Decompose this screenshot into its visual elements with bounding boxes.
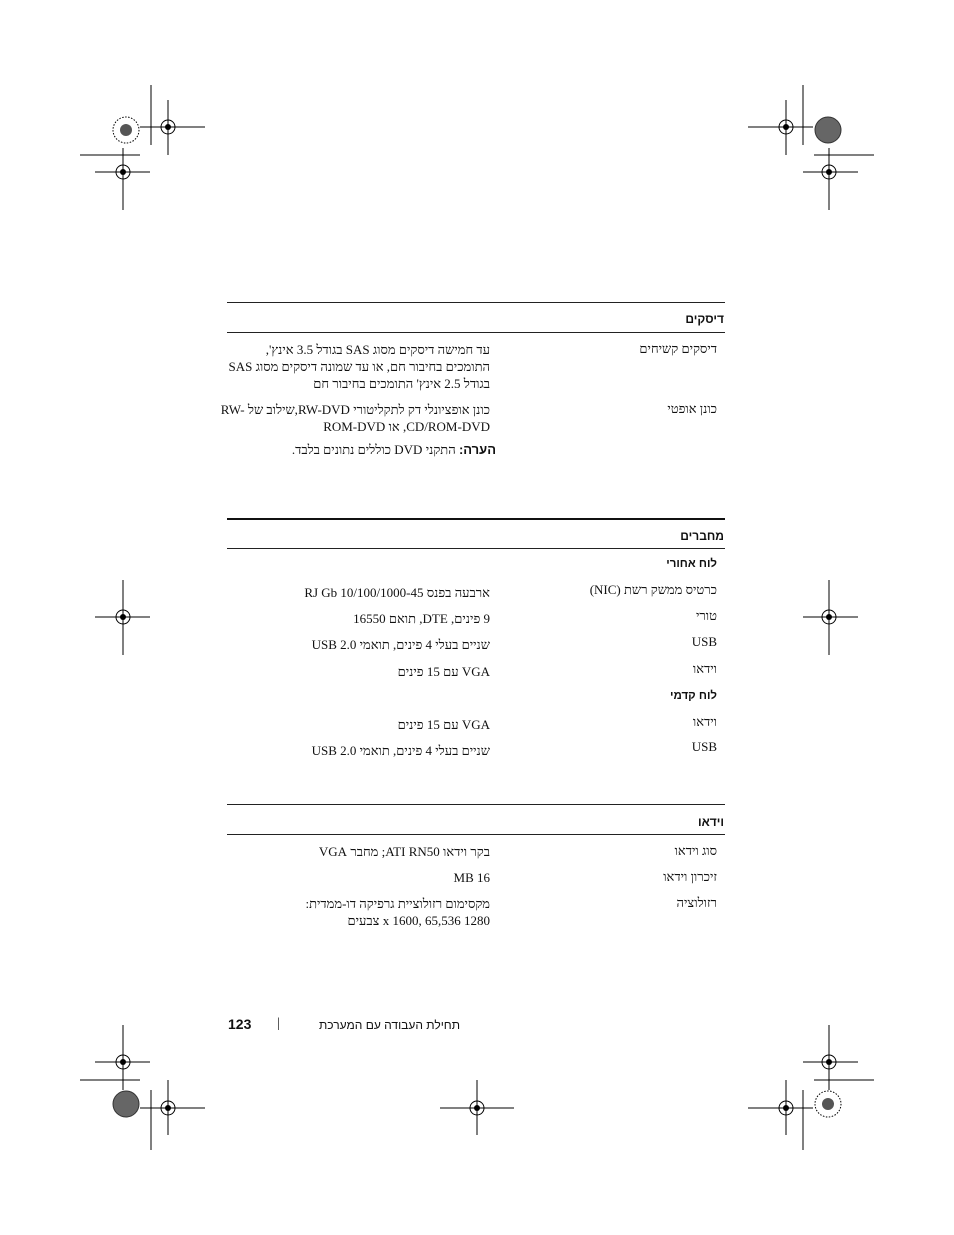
section-divider [227, 548, 725, 549]
note-label: הערה: [458, 442, 496, 457]
drives-value-optical: כונן אופציונלי דק לתקליטורי RW-DVD,שילוב של RW-CD/ROM-DVD, או ROM-DVD [220, 402, 490, 434]
video-value-memory: 16 MB [453, 870, 490, 885]
section-title-video: וידאו [697, 815, 724, 829]
drives-note [292, 442, 496, 458]
subsection-title-back: לוח אחורי [666, 558, 717, 570]
back-label-usb: USB [691, 634, 717, 649]
drives-label-hard-drives: דיסקים קשיחים [639, 341, 717, 356]
back-label-video: וידאו [692, 661, 717, 676]
section-divider [227, 834, 725, 835]
back-value-video: VGA עם 15 פינים [397, 664, 490, 679]
footer-separator: | [277, 1016, 280, 1031]
video-value-resolution: מקסימום רזולוציית גרפיקה דו-ממדית: 1280 x 1600, 65,536 צבעים [305, 896, 490, 928]
drives-value-hard-drives: עד חמישה דיסקים מסוג SAS בגודל 3.5 אינץ', התומכים בחיבור חם, או עד שמונה דיסקים מסוג SAS בגודל 2.5 אינץ' התומכים בחיבור חם [228, 342, 490, 391]
section-title-drives: דיסקים [685, 312, 724, 326]
front-label-usb: USB [691, 739, 717, 754]
back-value-usb: שניים בעלי 4 פינים, תואמי USB 2.0 [311, 637, 490, 652]
video-label-resolution: רזולוציה [676, 895, 717, 910]
front-label-video: וידאו [692, 714, 717, 729]
section-divider [227, 518, 725, 520]
section-divider [227, 804, 725, 805]
section-title-connectors: מחברים [680, 529, 724, 543]
back-value-nic: ארבעה בפנס 45-RJ Gb 10/100/1000 [304, 585, 490, 600]
page-number: 123 [228, 1016, 252, 1032]
subsection-title-front: לוח קדמי [670, 690, 717, 702]
front-value-usb: שניים בעלי 4 פינים, תואמי USB 2.0 [311, 743, 490, 758]
video-label-memory: זיכרון וידאו [663, 869, 717, 884]
section-divider [227, 332, 725, 333]
drives-label-optical: כונן אופטי [667, 401, 717, 416]
video-label-type: סוג וידאו [674, 843, 717, 858]
back-value-serial: 9 פינים, DTE, תואם 16550 [353, 611, 490, 626]
front-value-video: VGA עם 15 פינים [397, 717, 490, 732]
footer-title: תחילת העבודה עם המערכת [319, 1018, 460, 1032]
section-divider [227, 302, 725, 303]
video-value-type: בקר וידאו ATI RN50; מחבר VGA [318, 844, 490, 859]
note-text: התקני DVD כוללים נתונים בלבד. [291, 442, 456, 457]
back-label-nic: כרטיס ממשק רשת (NIC) [589, 582, 717, 597]
back-label-serial: טורי [696, 608, 717, 623]
